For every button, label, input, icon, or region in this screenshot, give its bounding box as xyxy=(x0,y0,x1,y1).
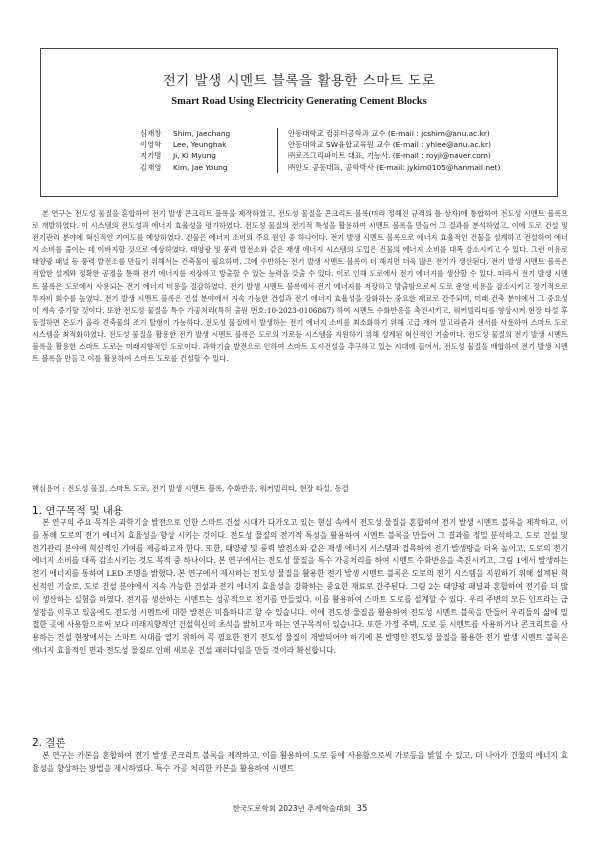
author-affiliation: 안동대학교 SW융합교육원 교수 (E-mail : yhlee@anu.ac.kr) xyxy=(277,139,491,150)
section-heading-conclusion: 2. 결론 xyxy=(32,737,66,749)
section-text: 본 연구는 카본을 혼합하여 전기 발생 콘크리트 블록을 제작하고, 이를 활용하여 도로 등에 사용함으로써 가로등을 밝힐 수 있고, 더 나아가 건물의 에너지 효율성을 향상하는 방법을 제시하였다. 특수 가공 처리한 카본을 활용하여 시멘트 xyxy=(32,751,568,773)
paper-title-korean: 전기 발생 시멘트 블록을 활용한 스마트 도로 xyxy=(162,73,436,89)
keywords: 핵심용어 : 전도성 물질, 스마트 도로, 전기 발생 시멘트 블록, 수화반응, 워커빌리티, 현장 타설, 동결 xyxy=(32,484,349,493)
paper-title-english: Smart Road Using Electricity Generating Cement Blocks xyxy=(171,96,427,107)
author-name-korean: 김재영 xyxy=(140,162,162,172)
page-footer xyxy=(0,803,600,814)
title-box xyxy=(40,48,558,197)
author-name-english: Shim, Jaechang xyxy=(173,129,231,138)
author-list xyxy=(140,128,500,173)
author-row xyxy=(140,128,500,139)
author-name-korean: 지기명 xyxy=(140,151,162,161)
section-body-purpose xyxy=(32,517,568,658)
author-affiliation: 안동대학교 컴퓨터공학과 교수 (E-mail : jcshim@anu.ac.kr) xyxy=(277,128,490,139)
author-name-korean: 심재창 xyxy=(140,129,162,138)
author-name-english: Ji, Ki Myung xyxy=(173,151,216,161)
page-number: 35 xyxy=(356,804,368,814)
abstract xyxy=(32,208,568,365)
conference-name: 한국도로학회 2023년 추계학술대회 xyxy=(232,804,351,813)
author-name-korean: 이영학 xyxy=(140,140,162,150)
author-affiliation: ㈜안도 공동대표, 공학박사 (E-mail: jykim0105@hanmail.net) xyxy=(277,162,500,173)
section-heading-purpose: 1. 연구목적 및 내용 xyxy=(32,505,124,517)
author-row xyxy=(140,139,500,150)
author-name-english: Kim, Jae Young xyxy=(173,162,228,172)
abstract-text: 본 연구는 전도성 물질을 혼합하여 전기 발생 콘크리트 블록을 제작하였고, 전도성 물질을 콘크리트 블록(미리 정해진 규격의 틀 상자)에 통합하여 전도성 시멘트 블록으로 개발하였다. 이 시스템의 전도성과 에너지 효율성을 평가하였다. 전도성 물질의 전기적 특성을 활용하여 시멘트 블록을 만들어 그 결과를 분석하였고, 이에 도로 건설 및 전기관리 분야에 혁신적인 기여도를 예상하였다. 건물은 에너지 소비의 주요 원인 중 하나이다. 전기 발생 시멘트 블록으로 에너지 효율적인 건물을 설계하고 건설하여 에너지 소비를 줄이는 데 이바지할 것으로 예상하였다. 태양광 및 풍력 발전소와 같은 재생 에너지 시스템의 도입은 건물의 에너지 소비를 대폭 감소시키고 수 있다. 그런 이유로 태양광 패널 등 풍력 발전소를 만들기 위해서는 건축물이 필요하며, 그에 수반하는 전기 발생 시멘트 블록이 더 해지면 더욱 많은 전기가 생산된다. 전기 발생 시멘트 블록은 적합한 설계와 정확한 공정을 통해 전기 에너지를 저장하고 방출할 수 있는 능력을 갖출 수 있다. 이로 인해 도로에서 전기 에너지를 생산할 수 있다. 따라서 전기 발생 시멘트 블록은 도로에서 사용되는 전기 에너지 비용을 절감하였다. 전기 발생 시멘트 블록에서 전기 에너지를 저장하고 방출함으로써 도로 운영 비용을 감소시키고 장기적으로 투자비 회수를 높였다. 전기 발생 시멘트 블록은 건설 분야에서 지속 가능한 건설과 전기 에너지 효율성을 강화하는 중요한 재료로 간주되며, 미래 건축 분야에서 그 중요성이 계속 증가할 것이다. 또한 전도성 물질을 특수 가공처리(특허 출원 번호:10-2023-0106867) 하여 시멘트 수화반응을 촉진시키고, 워커빌리티를 향상시켜 현장 타설 후 동절하면 온도가 올라 견축물의 조기 탈형이 가능하다. 전도성 물질에서 발생하는 전기 에너지 소비를 최소화하기 위해 고급 재어 알고리즘과 센서를 사용하여 스마트 도로 시스템을 최적화하였다. 전도성 물질을 활용한 전기 발생 시멘트 블록은 도로의 가로등 시스템을 지원하기 위해 설계된 혁신적인 기술이다. 전도성 물질의 전기 발생 시멘트 블록을 활용한 스마트 도로는 미래지향적인 도로이다. 과학기술 발전으로 인하여 스마트 도시건설을 추구하고 있는 시대에 들어서, 전도성 물질을 배합하여 전기 발생 시멘트 블록을 만들고 이를 활용하여 스마트 도로를 건설할 수 있다. xyxy=(32,209,568,364)
author-name-english: Lee, Yeunghak xyxy=(173,140,227,150)
section-body-conclusion xyxy=(32,750,568,776)
author-row xyxy=(140,162,500,173)
author-row xyxy=(140,150,500,161)
section-text: 본 연구의 주요 목적은 과학기술 발전으로 인한 스마트 건설 시대가 다가오고 있는 현실 속에서 전도성 물질을 혼합하여 전기 발생 시멘트 블록을 제작하고, 이를 통해 도로의 전기 에너지 효율성을 향상 시키는 것이다. 전도성 물질의 전기적 특성을 활용하여 시멘트 블록을 만들어 그 결과를 정밀 분석하고, 도로 건설 및 전기관리 분야에 혁신적인 기여를 제공하고자 한다. 또한, 태양광 및 풍력 발전소와 같은 재생 에너지 시스템과 접목하여 전기 발생량을 더욱 높이고, 도로의 전기 에너지 소비를 대폭 감소시키는 것도 목적 중 하나이다. 본 연구에서는 전도성 물질을 특수 가공처리를 하여 시멘트 수화반응을 촉진시키고, 그림 1에서 발생하는 전기 에너지를 통하여 LED 조명을 밝혔다. 본 연구에서 제시하는 전도성 물질을 활용한 전기 발생 시멘트 블록은 도로의 전기 시스템을 지원하기 위해 설계된 혁신적인 기술로, 도로 건설 분야에서 지속 가능한 건설과 전기 에너지 효율성을 강화하는 중요한 재료로 간주된다. 그림 2는 태양광 패널과 혼합하여 전기를 더 많이 생산하는 실험을 하였다. 전기를 생산하는 시멘트는 성공적으로 전기를 만들었다. 이를 활용하여 스마트 도로를 설계할 수 있다. 우리 주변의 모든 인프라는 급성장을 이루고 있음에도 전도성 시멘트에 대한 발전은 미흡하다고 할 수 있습니다. 이에 전도성 물질을 활용하여 전도성 시멘트 블록을 만들어 우리들의 삶에 밀접한 곳에 사용함으로써 보다 미래지향적인 건설혁신의 초석을 밝히고자 하는 연구목적이 있습니다. 또한 가정 주택, 도로 등 시멘트를 사용하거나 콘크리트를 사용하는 건설 현장에서는 스마트 시대를 열기 위하여 꼭 필요한 전기 전도성 물질이 개발되어야 하기에 본 발명인 전도성 물질을 활용한 전기 발생 시멘트 블록은 에너지 효율적인 면과 전도성 물질로 인해 새로운 건설 패러다임을 만들 것이라 확신합니다. xyxy=(32,518,568,655)
author-affiliation: ㈜로즈그리파이트 대표, 기능사. (E-mail : royji@naver.com) xyxy=(277,150,491,161)
